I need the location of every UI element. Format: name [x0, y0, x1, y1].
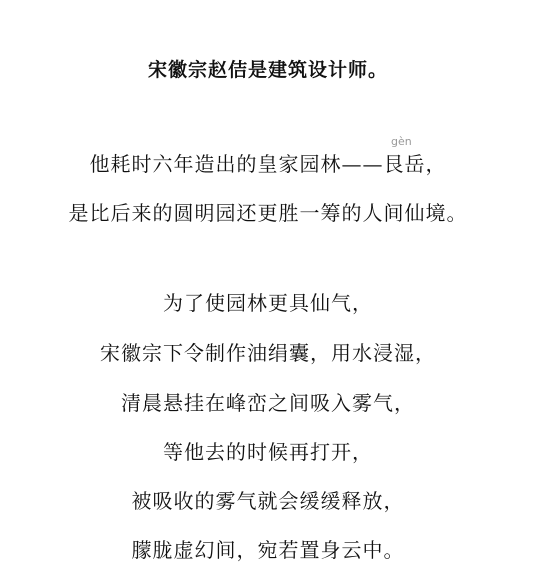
article-title: 宋徽宗赵佶是建筑设计师。 — [147, 59, 388, 81]
text-line: 等他去的时候再打开， — [163, 440, 373, 464]
text-line: 被吸收的雾气就会缓缓释放， — [131, 489, 405, 513]
text-line: 朦胧虚幻间，宛若置身云中。 — [131, 538, 405, 562]
text-line: 他耗时六年造出的皇家园林——艮岳， — [89, 152, 447, 176]
pinyin-annotation: gèn — [391, 135, 412, 148]
text-line: 宋徽宗下令制作油绢囊，用水浸湿， — [100, 341, 436, 365]
text-line: 为了使园林更具仙气， — [163, 291, 373, 315]
text-line: 是比后来的圆明园还更胜一筹的人间仙境。 — [68, 201, 468, 225]
text-line: 清晨悬挂在峰峦之间吸入雾气， — [121, 391, 415, 415]
